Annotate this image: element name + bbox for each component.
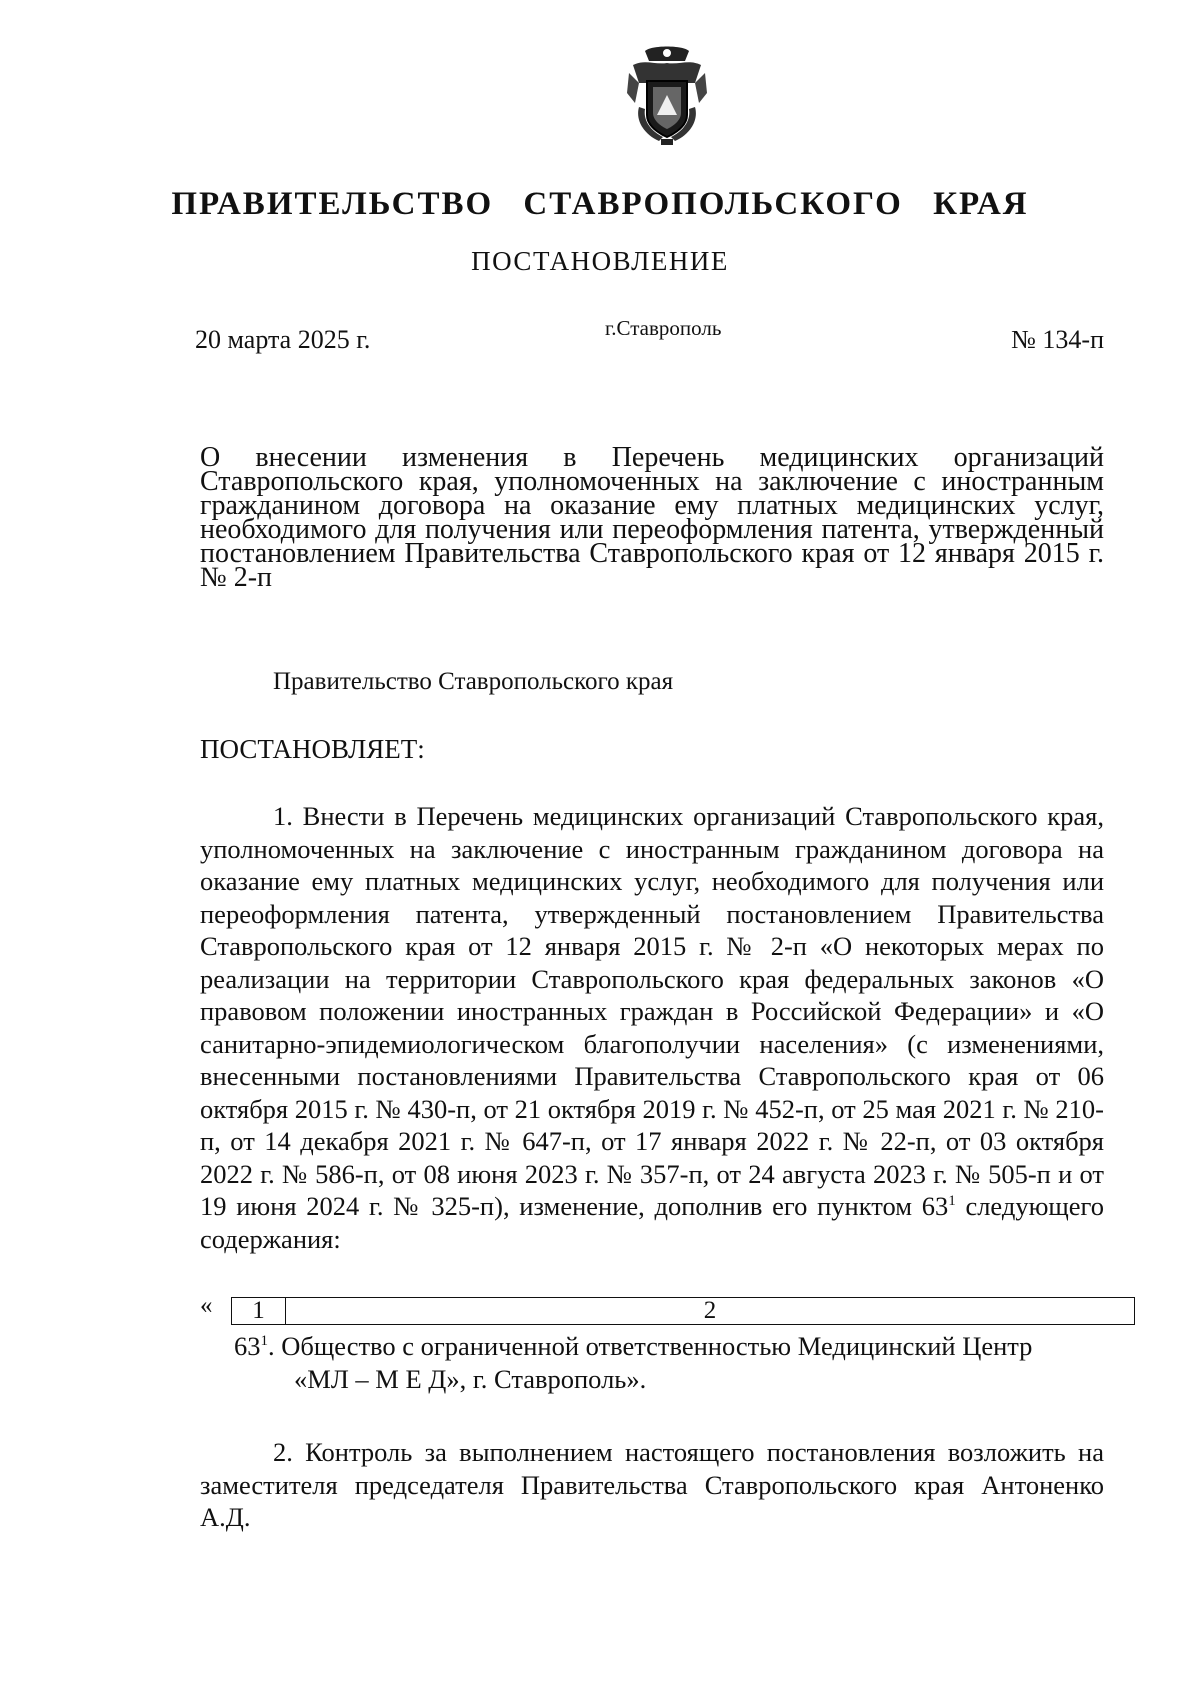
document-city: г.Ставрополь	[605, 316, 722, 340]
coat-of-arms-emblem	[625, 43, 709, 147]
inserted-entry	[234, 1330, 1104, 1396]
inserted-entry-line-1	[234, 1330, 1104, 1363]
clause-1-text: 1. Внести в Перечень медицинских организаций Ставропольского края, уполномоченных на заключение с иностранным гражданином договора на оказание ему платных медицинских услуг, необходимого для получения или переоформления патента, утвержденный постановлением Правительства Ставропольского края от 12 января 2015 г. № 2-п «О некоторых мерах по реализации на территории Ставропольского края федеральных законов «О правовом положении иностранных граждан в Российской Федерации» и «О санитарно-эпидемиологическом благополучии населения» (с изменениями, внесенными постановлениями Правительства Ставропольского края от 06 октября 2015 г. № 430-п, от 21 октября 2019 г. № 452-п, от 25 мая 2021 г. № 210-п, от 14 декабря 2021 г. № 647-п, от 17 января 2022 г. № 22-п, от 03 октября 2022 г. № 586-п, от 08 июня 2023 г. № 357-п, от 24 августа 2023 г. № 505-п и от 19 июня 2024 г. № 325-п), изменение, дополнив его пунктом 63	[200, 801, 1104, 1221]
entry-number: 63	[234, 1331, 261, 1361]
column-number-1: 1	[232, 1298, 286, 1324]
document-subject: О внесении изменения в Перечень медицинских организаций Ставропольского края, уполномоченных на заключение с иностранным гражданином договора на оказание ему платных медицинских услуг, необходимого для получения или переоформления патента, утвержденный постановлением Правительства Ставропольского края от 12 января 2015 г. № 2-п	[200, 442, 1104, 593]
clause-2: 2. Контроль за выполнением настоящего постановления возложить на заместителя председателя Правительства Ставропольского края Антоненко А.Д.	[200, 1437, 1104, 1532]
inserted-entry-line-2: «МЛ – М Е Д», г. Ставрополь».	[294, 1364, 647, 1394]
clause-1-text-end: следующего содержания:	[200, 1191, 1104, 1254]
organization-title: ПРАВИТЕЛЬСТВО СТАВРОПОЛЬСКОГО КРАЯ	[171, 186, 1029, 222]
coat-of-arms-icon	[625, 43, 709, 147]
preamble: Правительство Ставропольского края	[273, 668, 674, 695]
resolves-heading: ПОСТАНОВЛЯЕТ:	[200, 734, 425, 764]
opening-quote: «	[200, 1292, 213, 1319]
document-date: 20 марта 2025 г.	[195, 325, 371, 354]
clause-1	[200, 800, 1104, 1255]
column-number-table	[231, 1297, 1135, 1325]
column-number-2: 2	[703, 1297, 717, 1324]
document-number: № 134-п	[1011, 325, 1104, 354]
entry-text: . Общество с ограниченной ответственностью Медицинский Центр	[268, 1331, 1033, 1361]
clause-1-superscript: 1	[948, 1193, 956, 1210]
document-type: ПОСТАНОВЛЕНИЕ	[471, 246, 729, 276]
entry-superscript: 1	[260, 1333, 268, 1350]
